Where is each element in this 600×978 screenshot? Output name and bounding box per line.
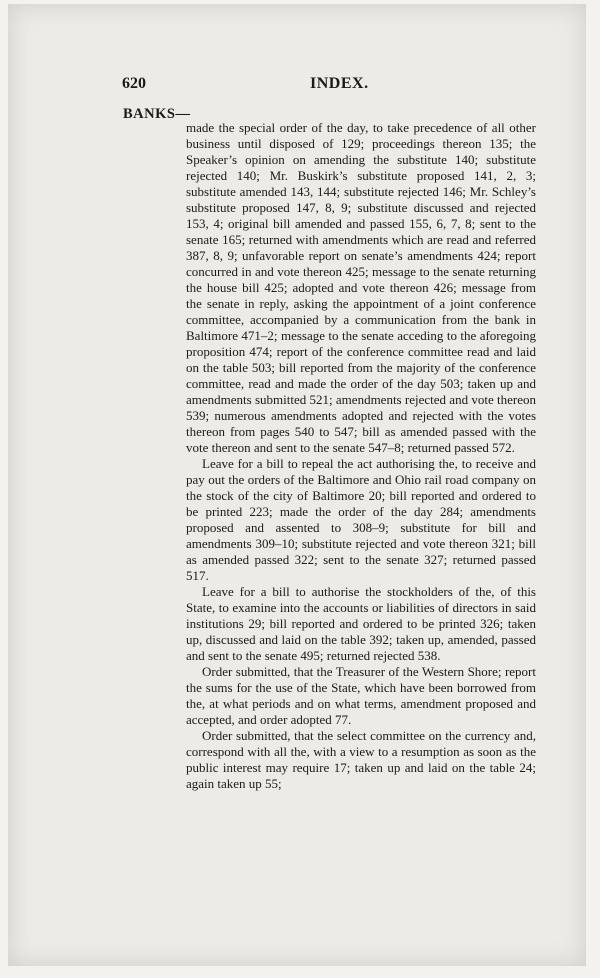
running-title: INDEX. — [310, 75, 369, 92]
paragraph: Order submitted, that the select committee on the currency and, correspond with all the, with a view to a resumption as soon as the public interest may require 17; taken up and laid on the table 24; again taken up 55; — [186, 728, 536, 791]
running-header — [122, 75, 536, 97]
paragraph: Order submitted, that the Treasurer of the Western Shore; report the sums for the use of the State, which have been borrowed from the, at what periods and on what terms, amendment proposed and accepted, and order adopted 77. — [186, 664, 536, 727]
paragraph: Leave for a bill to authorise the stockholders of the, of this State, to examine into the accounts or liabilities of directors in said institutions 29; bill reported and ordered to be printed 326; taken up, discussed and laid on the table 392; taken up, amended, passed and sent to the senate 495; returned rejected 538. — [186, 584, 536, 663]
paragraph: made the special order of the day, to take precedence of all other business until disposed of 129; proceedings thereon 135; the Speaker’s opinion on amending the substitute 140; substitute rejected 140; Mr. Buskirk’s substitute proposed 141, 2, 3; substitute amended 143, 144; substitute rejected 146; Mr. Schley’s substitute proposed 147, 8, 9; substitute discussed and rejected 153, 4; original bill amended and passed 155, 6, 7, 8; sent to the senate 165; returned with amendments which are read and referred 387, 8, 9; unfavorable report on senate’s amendments 424; report concurred in and vote thereon 425; message to the senate returning the house bill 425; adopted and vote thereon 426; message from the senate in reply, asking the appointment of a joint conference committee, accompanied by a communication from the bank in Baltimore 471–2; message to the senate acceding to the aforegoing proposition 474; report of the conference committee read and laid on the table 503; bill reported from the majority of the conference committee, read and made the order of the day 503; taken up and amendments submitted 521; amendments rejected and vote thereon 539; numerous amendments adopted and rejected with the votes thereon from pages 540 to 547; bill as amended passed with the vote thereon and sent to the senate 547–8; returned passed 572. — [186, 120, 536, 455]
entry-heading: BANKS— — [123, 106, 191, 122]
page-number: 620 — [122, 75, 146, 92]
entry-body — [186, 120, 536, 792]
paragraph: Leave for a bill to repeal the act authorising the, to receive and pay out the orders of the Baltimore and Ohio rail road company on the stock of the city of Baltimore 20; bill reported and ordered to be printed 223; made the order of the day 284; amendments proposed and assented to 308–9; substitute for bill and amendments 309–10; substitute rejected and vote thereon 321; bill as amended passed 322; sent to the senate 327; returned passed 517. — [186, 456, 536, 583]
